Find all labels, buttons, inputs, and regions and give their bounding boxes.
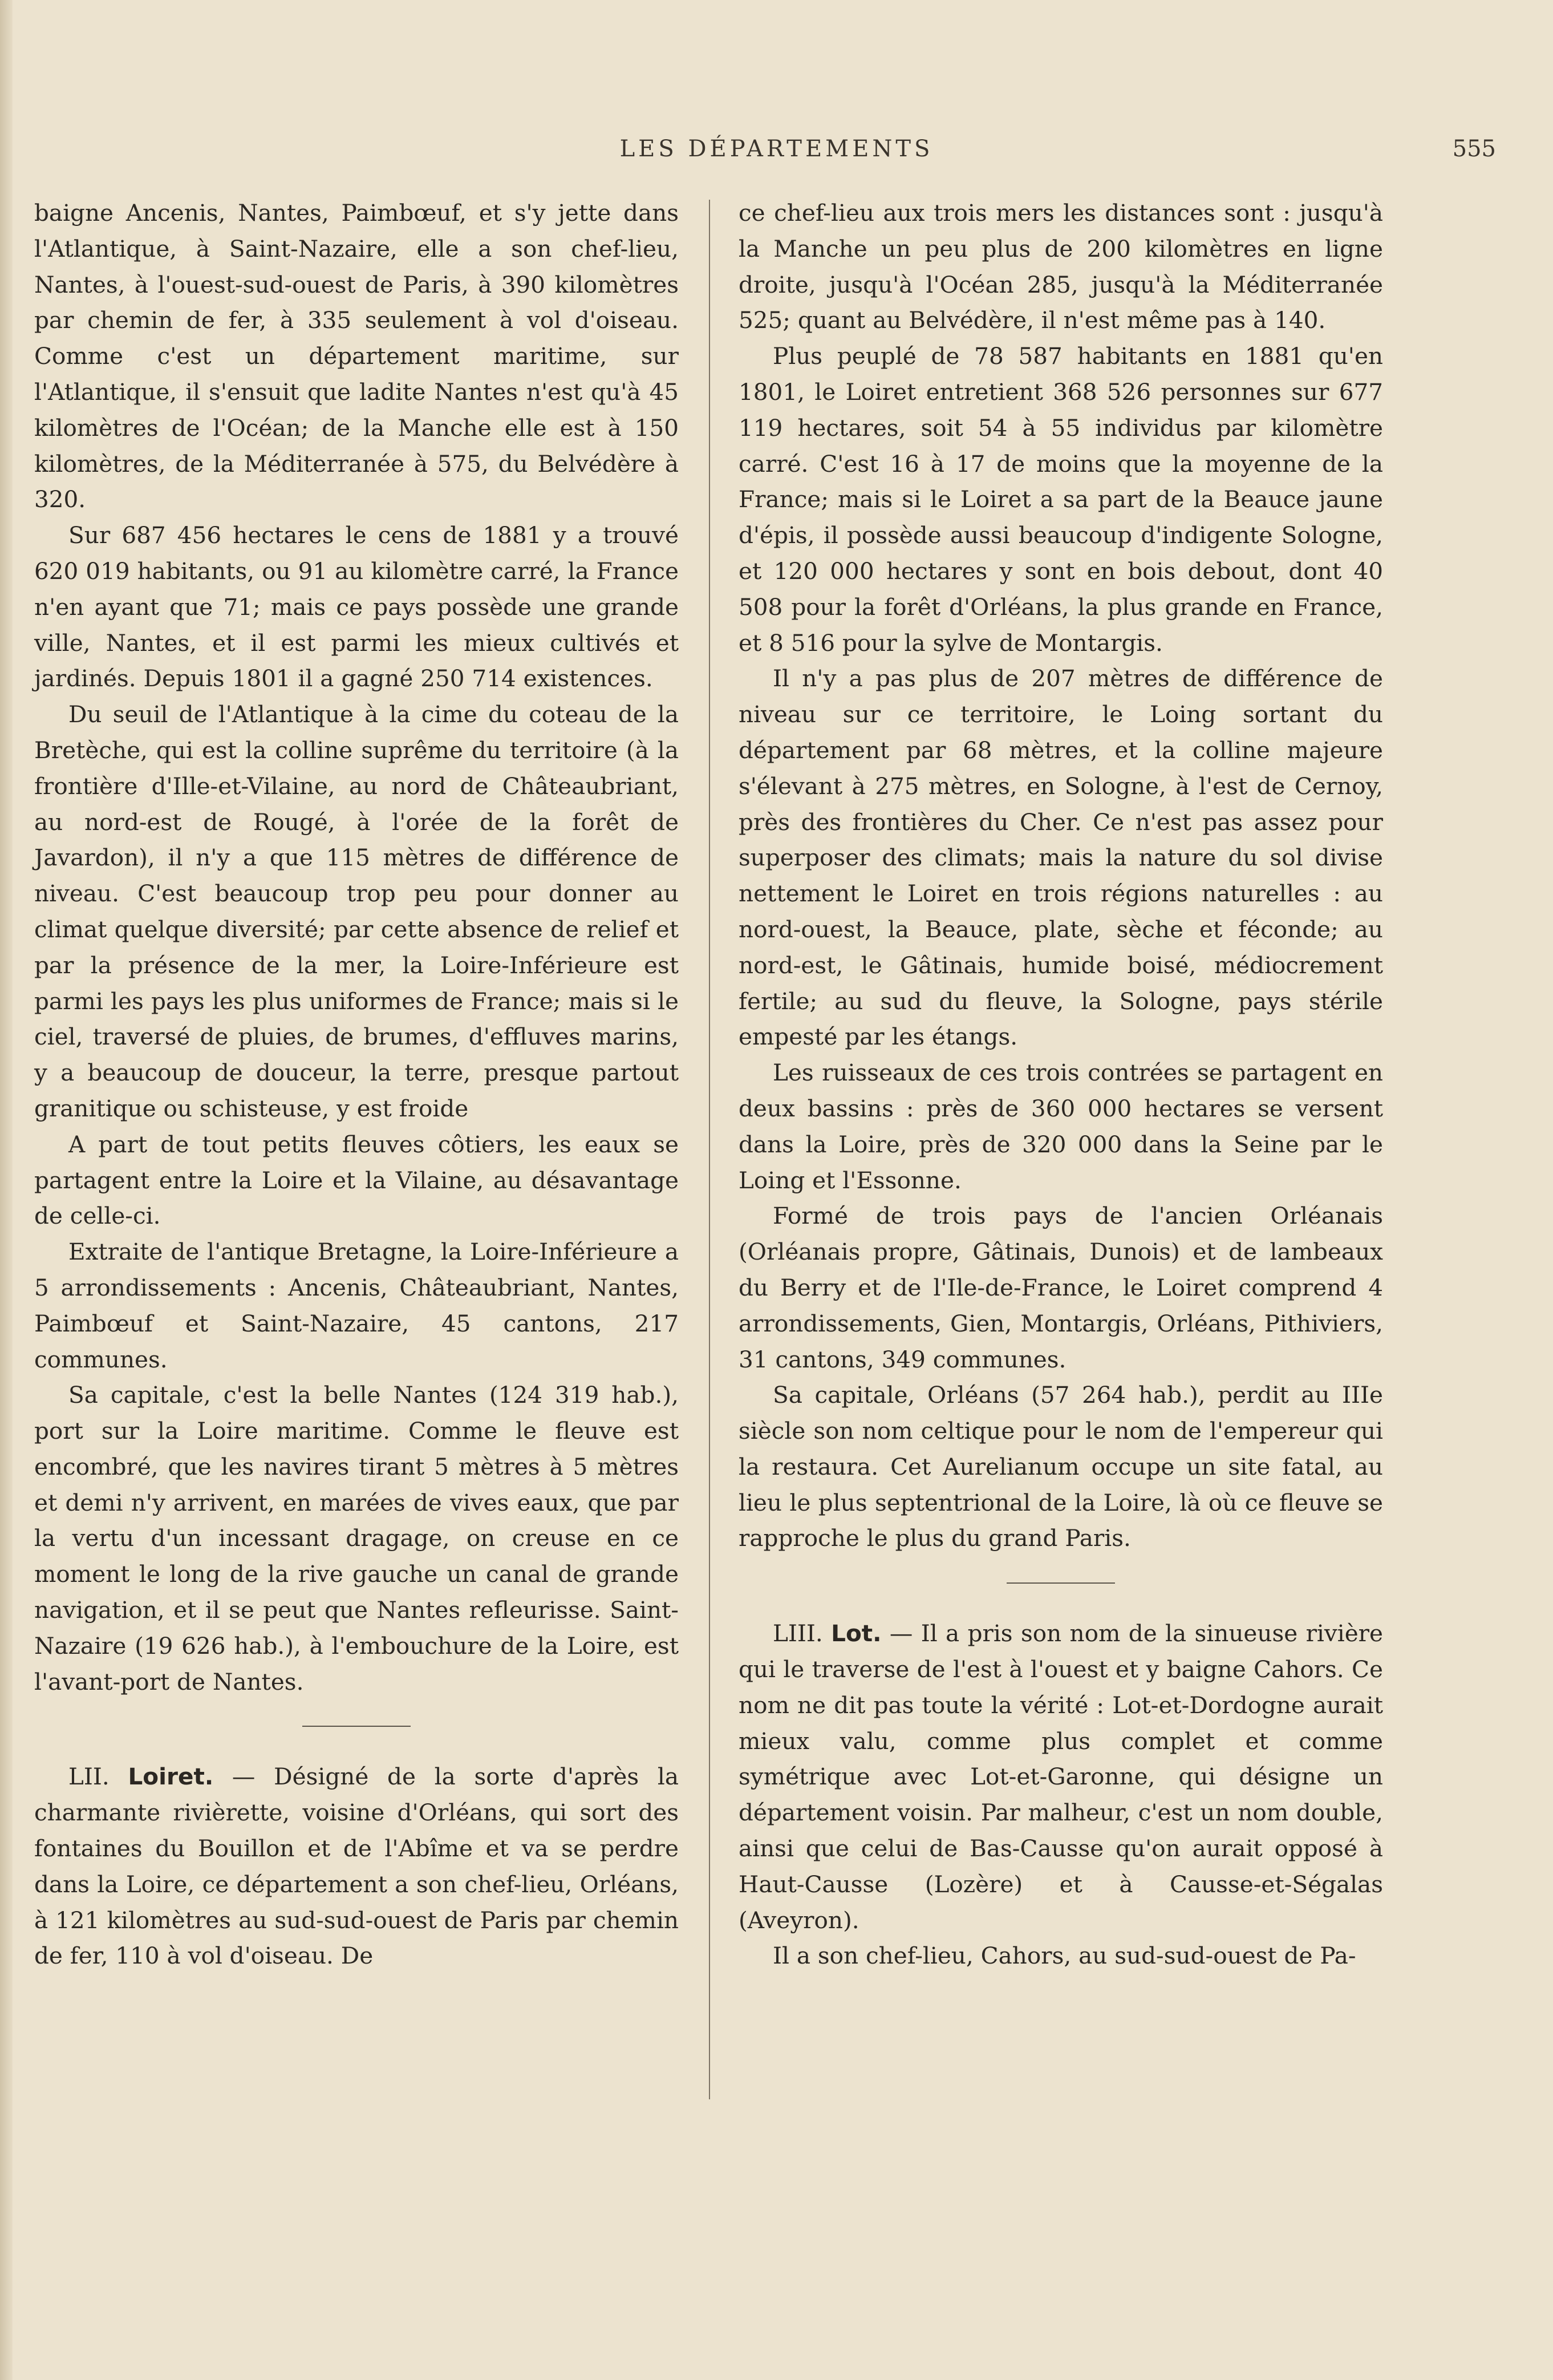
- page-edge: [0, 0, 13, 2380]
- paragraph: A part de tout petits fleuves côtiers, les eaux se partagent entre la Loire et la Vilaine, au désavantage de celle-ci.: [34, 1130, 679, 1230]
- entry-text: — Désigné de la sorte d'après la charmante rivièrette, voisine d'Orléans, qui sort des fontaines du Bouillon et de l'Abîme et va se perdre dans la Loire, ce département a son chef-lieu, Orléans, à 121 kilomètres au sud-sud-ouest de Paris par chemin de fer, 110 à vol d'oiseau. De: [34, 1763, 679, 1970]
- column-rule: [709, 200, 710, 2099]
- paragraph: Il n'y a pas plus de 207 mètres de différence de niveau sur ce territoire, le Loing sortant du département par 68 mètres, et la colline majeure s'élevant à 275 mètres, en Sologne, à l'est de Cernoy, près des frontières du Cher. Ce n'est pas assez pour superposer des climats; mais la nature du sol divise nettement le Loiret en trois régions naturelles : au nord-ouest, la Beauce, plate, sèche et féconde; au nord-est, le Gâtinais, humide boisé, médiocrement fertile; au sud du fleuve, la Sologne, pays stérile empesté par les étangs.: [739, 665, 1383, 1051]
- paragraph: Sa capitale, Orléans (57 264 hab.), perdit au IIIe siècle son nom celtique pour le nom de l'empereur qui la restaura. Cet Aurelianum occupe un site fatal, au lieu le plus septentrional de la Loire, là où ce fleuve se rapproche le plus du grand Paris.: [739, 1381, 1383, 1552]
- paragraph: Plus peuplé de 78 587 habitants en 1881 qu'en 1801, le Loiret entretient 368 526 personnes sur 677 119 hectares, soit 54 à 55 individus par kilomètre carré. C'est 16 à 17 de moins que la moyenne de la France; mais si le Loiret a sa part de la Beauce jaune d'épis, il possède aussi beaucoup d'indigente Sologne, et 120 000 hectares y sont en bois debout, dont 40 508 pour la forêt d'Orléans, la plus grande en France, et 8 516 pour la sylve de Montargis.: [739, 342, 1383, 657]
- entry-number: LIII.: [773, 1620, 823, 1648]
- running-head: [34, 136, 1519, 170]
- section-separator: [302, 1726, 411, 1727]
- paragraph: Extraite de l'antique Bretagne, la Loire-Inférieure a 5 arrondissements : Ancenis, Châteaubriant, Nantes, Paimbœuf et Saint-Nazaire, 45 cantons, 217 communes.: [34, 1238, 679, 1373]
- paragraph: Du seuil de l'Atlantique à la cime du coteau de la Bretèche, qui est la colline suprême du territoire (à la frontière d'Ille-et-Vilaine, au nord de Châteaubriant, au nord-est de Rougé, à l'orée de la forêt de Javardon), il n'y a que 115 mètres de différence de niveau. C'est beaucoup trop peu pour donner au climat quelque diversité; par cette absence de relief et par la présence de la mer, la Loire-Inférieure est parmi les pays les plus uniformes de France; mais si le ciel, traversé de pluies, de brumes, d'effluves marins, y a beaucoup de douceur, la terre, presque partout granitique ou schisteuse, y est froide: [34, 701, 679, 1122]
- paragraph: Les ruisseaux de ces trois contrées se partagent en deux bassins : près de 360 000 hectares se versent dans la Loire, près de 320 000 dans la Seine par le Loing et l'Essonne.: [739, 1059, 1383, 1194]
- page-number: 555: [1452, 136, 1496, 162]
- entry-number: LII.: [68, 1763, 110, 1791]
- entry-heading: Loiret.: [128, 1763, 214, 1791]
- entry-loiret: [34, 1759, 679, 1974]
- entry-lot: [739, 1616, 1383, 1938]
- entry-text: — Il a pris son nom de la sinueuse rivière qui le traverse de l'est à l'ouest et y baigne Cahors. Ce nom ne dit pas toute la vérité : Lot-et-Dordogne aurait mieux valu, comme plus complet et comme symétrique avec Lot-et-Garonne, qui désigne un département voisin. Par malheur, c'est un nom double, ainsi que celui de Bas-Causse qu'on aurait opposé à Haut-Causse (Lozère) et à Causse-et-Ségalas (Aveyron).: [739, 1620, 1384, 1934]
- paragraph: Sur 687 456 hectares le cens de 1881 y a trouvé 620 019 habitants, ou 91 au kilomètre carré, la France n'en ayant que 71; mais ce pays possède une grande ville, Nantes, et il est parmi les mieux cultivés et jardinés. Depuis 1801 il a gagné 250 714 existences.: [34, 521, 679, 693]
- entry-heading: Lot.: [831, 1620, 882, 1648]
- right-column: [739, 195, 1383, 1974]
- running-title: LES DÉPARTEMENTS: [619, 136, 934, 162]
- paragraph: Sa capitale, c'est la belle Nantes (124 319 hab.), port sur la Loire maritime. Comme le fleuve est encombré, que les navires tirant 5 mètres à 5 mètres et demi n'y arrivent, en marées de vives eaux, que par la vertu d'un incessant dragage, on creuse en ce moment le long de la rive gauche un canal de grande navigation, et il se peut que Nantes refleurisse. Saint-Nazaire (19 626 hab.), à l'embouchure de la Loire, est l'avant-port de Nantes.: [34, 1381, 679, 1695]
- section-separator: [1007, 1582, 1115, 1584]
- left-column: [34, 195, 679, 1974]
- paragraph: Formé de trois pays de l'ancien Orléanais (Orléanais propre, Gâtinais, Dunois) et de lambeaux du Berry et de l'Ile-de-France, le Loiret comprend 4 arrondissements, Gien, Montargis, Orléans, Pithiviers, 31 cantons, 349 communes.: [739, 1202, 1383, 1373]
- paragraph: Il a son chef-lieu, Cahors, au sud-sud-ouest de Pa-: [773, 1942, 1356, 1970]
- paragraph: ce chef-lieu aux trois mers les distances sont : jusqu'à la Manche un peu plus de 200 kilomètres en ligne droite, jusqu'à l'Océan 285, jusqu'à la Méditerranée 525; quant au Belvédère, il n'est même pas à 140.: [739, 199, 1383, 334]
- paragraph: baigne Ancenis, Nantes, Paimbœuf, et s'y jette dans l'Atlantique, à Saint-Nazaire, elle a son chef-lieu, Nantes, à l'ouest-sud-ouest de Paris, à 390 kilomètres par chemin de fer, à 335 seulement à vol d'oiseau. Comme c'est un département maritime, sur l'Atlantique, il s'ensuit que ladite Nantes n'est qu'à 45 kilomètres de l'Océan; de la Manche elle est à 150 kilomètres, de la Méditerranée à 575, du Belvédère à 320.: [34, 199, 679, 513]
